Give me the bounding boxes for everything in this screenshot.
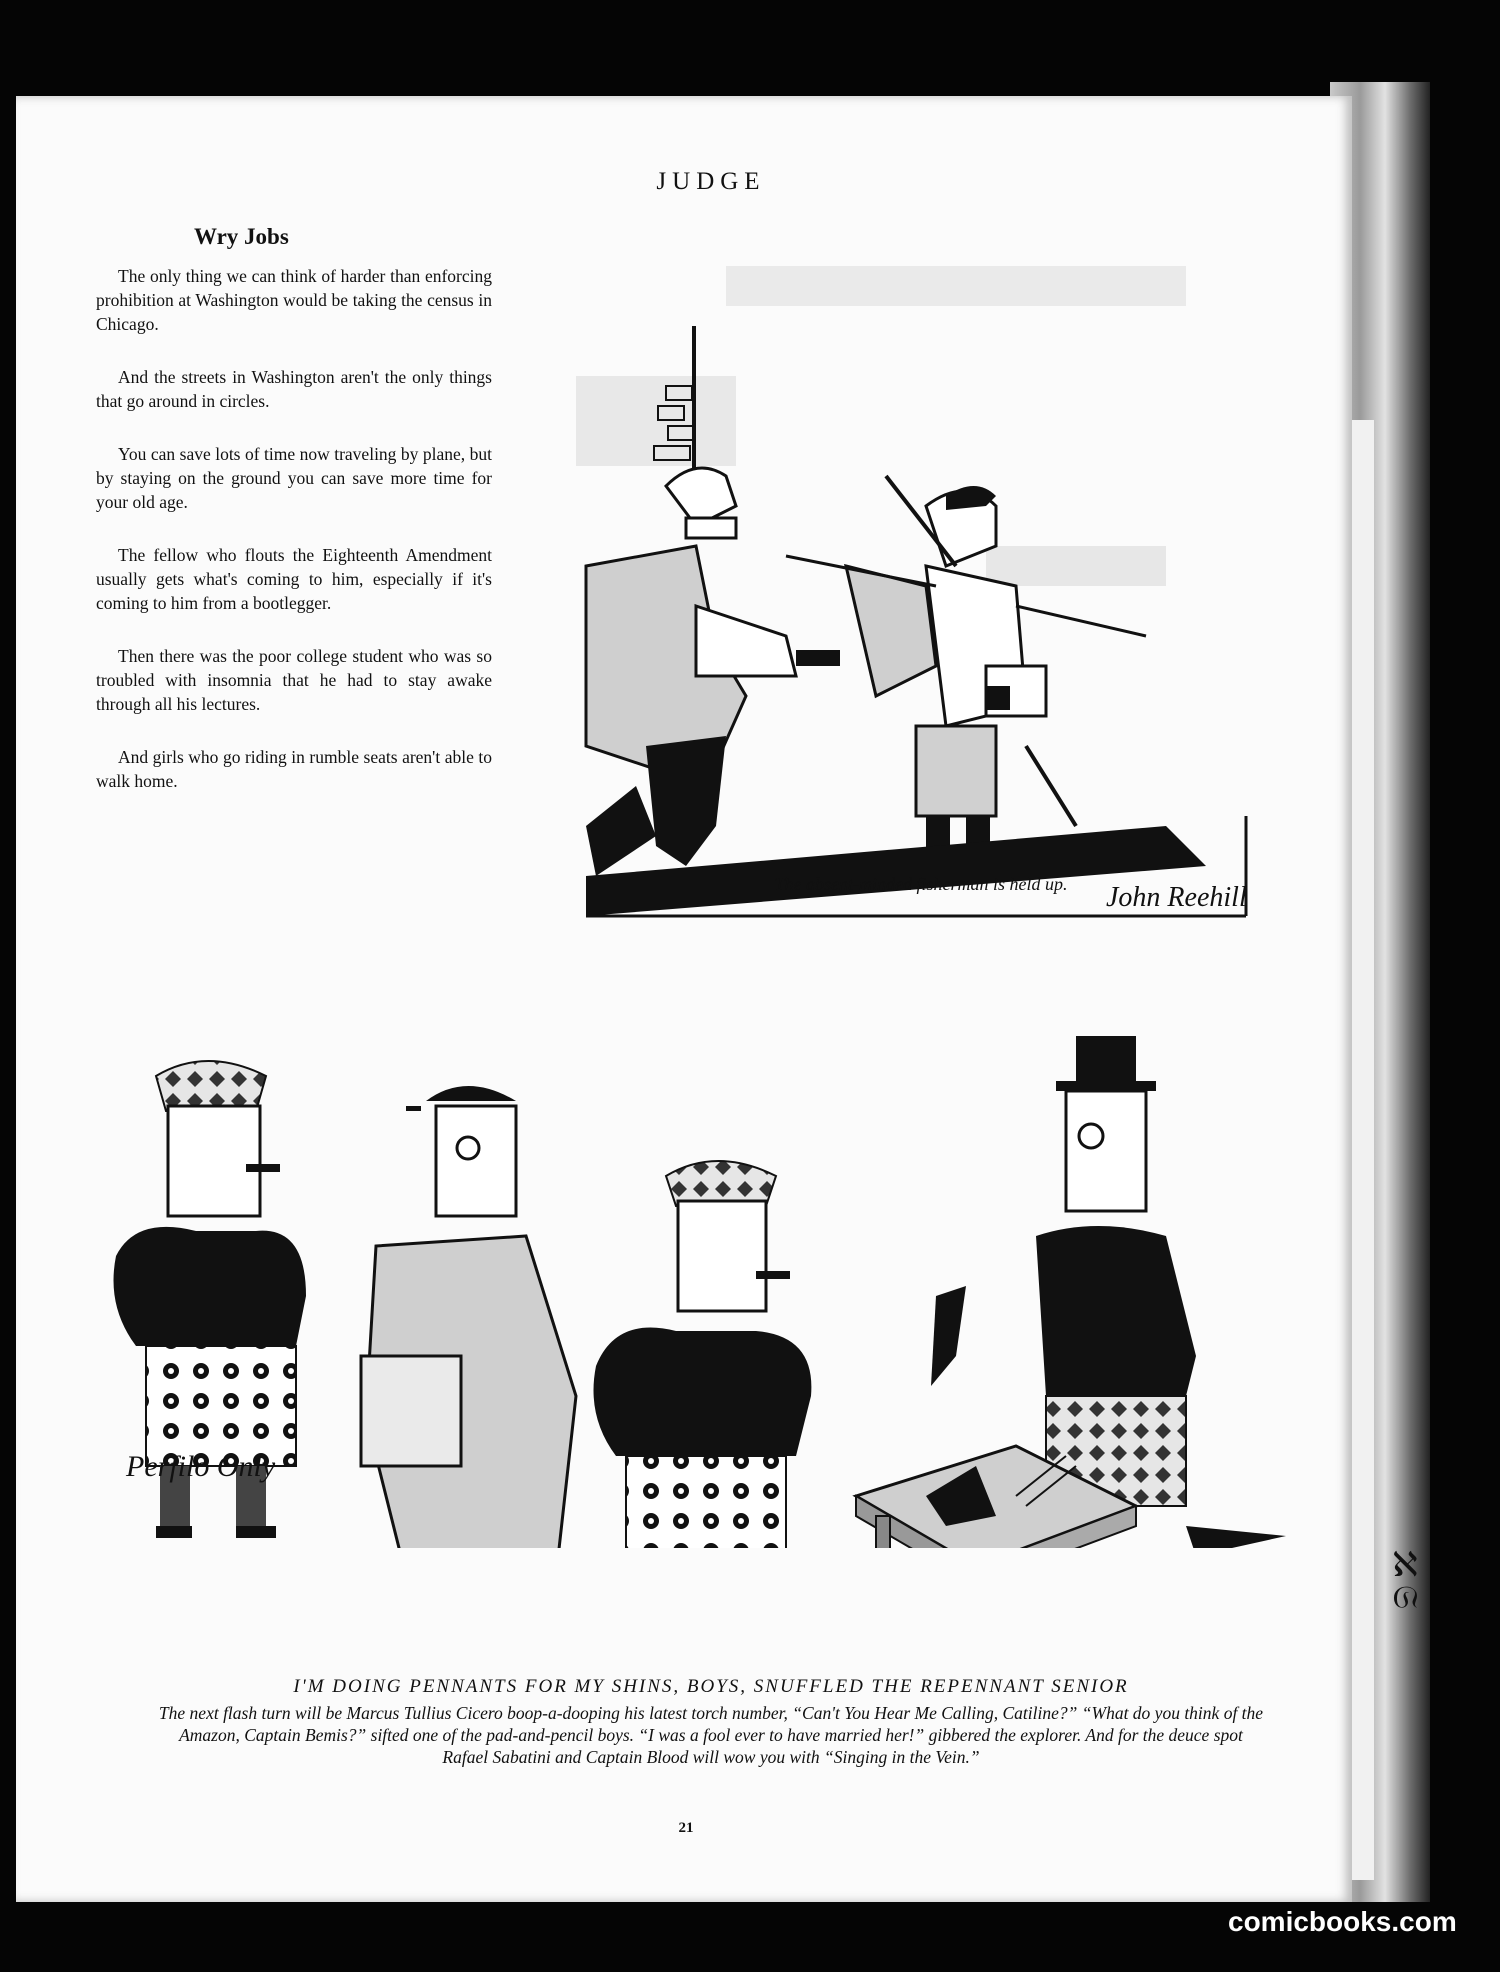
- student-figure-3: [594, 1161, 812, 1548]
- column-paragraph: The only thing we can think of harder than enforcing prohibition at Washington would be taking the census in Chicago.: [96, 266, 492, 334]
- wry-jobs-column: [96, 224, 492, 822]
- perfilo-signature: Perfilo Only: [126, 1450, 276, 1483]
- page-number: 21: [678, 1820, 694, 1836]
- book-edge-pages: [1350, 420, 1374, 1880]
- column-paragraph: And girls who go riding in rumble seats aren't able to walk home.: [96, 747, 492, 791]
- caption-body: The next flash turn will be Marcus Tullius Cicero boop-a-dooping his latest torch number, “Can't You Hear Me Calling, Catiline?” “What do you think of the Amazon, Captain Bemis?” sifted one of the pad-and-pencil boys. “I was a fool ever to have married her!” gibbered the explorer. And for the deuce spot Rafael Sabatini and Captain Blood will wow you with “Singing in the Vein.”: [158, 1703, 1264, 1767]
- reehill-signature: John Reehill: [1106, 882, 1247, 913]
- magazine-page: [16, 96, 1352, 1902]
- site-watermark: comicbooks.com: [1228, 1906, 1457, 1937]
- fisherman-cartoon: [546, 226, 1276, 964]
- fisherman-figure: [786, 476, 1146, 866]
- pennant-cartoon: [96, 936, 1326, 1548]
- caption-title: I'M DOING PENNANTS FOR MY SHINS, BOYS, SNUFFLED THE REPENNANT SENIOR: [293, 1676, 1129, 1697]
- student-figure-2: [361, 1086, 576, 1548]
- column-title: Wry Jobs: [194, 224, 289, 249]
- column-paragraph: You can save lots of time now traveling by plane, but by staying on the ground you can save more time for your old age.: [96, 444, 492, 512]
- robber-figure: [586, 468, 840, 876]
- column-paragraph: Then there was the poor college student who was so troubled with insomnia that he had to stay awake through all his lectures.: [96, 646, 492, 714]
- fisherman-caption: The absent-minded fisherman is held up.: [774, 874, 1068, 894]
- column-paragraph: The fellow who flouts the Eighteenth Amendment usually gets what's coming to him, especially if it's coming to him from a bootlegger.: [96, 545, 492, 613]
- spine-mark: ℵ𝔖: [1386, 1545, 1423, 1609]
- column-paragraph: And the streets in Washington aren't the only things that go around in circles.: [96, 367, 492, 411]
- pennant-caption: [156, 1676, 1266, 1768]
- page-header: JUDGE: [656, 168, 766, 195]
